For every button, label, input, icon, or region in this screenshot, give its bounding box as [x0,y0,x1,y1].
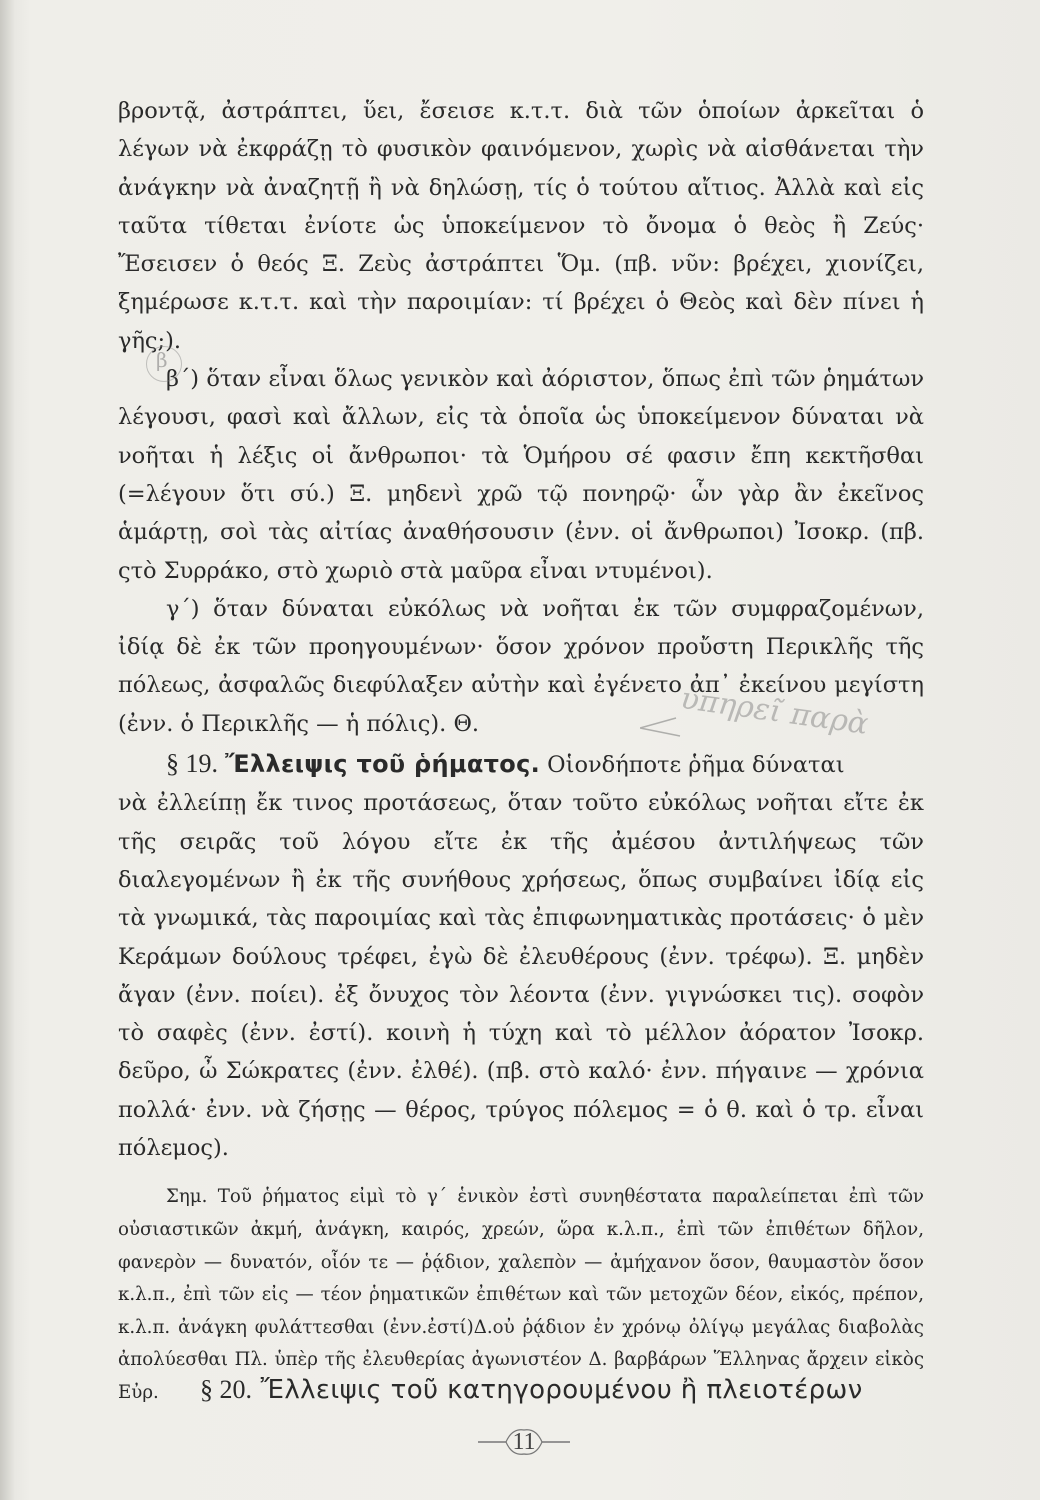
note-label: Σημ. [166,1186,208,1208]
page-edge [0,0,14,1500]
section-19-lead [118,745,924,784]
paragraph-1: βροντᾷ, ἀστράπτει, ὕει, ἔσεισε κ.τ.τ. διὰ τῶν ὁποίων ἀρκεῖται ὁ λέγων νὰ ἐκφράζῃ τὸ φυσικὸν φαινόμενον, χωρὶς νὰ αἰσθάνεται τὴν ἀνάγκην νὰ ἀναζητῇ ἢ νὰ δηλώσῃ, τίς ὁ τούτου αἴτιος. Ἀλλὰ καὶ εἰς ταῦτα τίθεται ἐνίοτε ὡς ὑποκείμενον τὸ ὄνομα ὁ θεὸς ἢ Ζεύς· Ἔσεισεν ὁ θεός Ξ. Ζεὺς ἀστράπτει Ὅμ. (πβ. νῦν: βρέχει, χιονίζει, ξημέρωσε κ.τ.τ. καὶ τὴν παροιμίαν: τί βρέχει ὁ Θεὸς καὶ δὲν πίνει ἡ γῆς;). [118,98,924,354]
paragraph-2: β΄) ὅταν εἶναι ὅλως γενικὸν καὶ ἀόριστον, ὅπως ἐπὶ τῶν ῥημάτων λέγουσι, φασὶ καὶ ἄλλων, εἰς τὰ ὁποῖα ὡς ὑποκείμενον δύναται νὰ νοῆται ἡ λέξις οἱ ἄνθρωποι· τὰ Ὁμήρου σέ φασιν ἔπη κεκτῆσθαι (=λέγουν ὅτι σύ.) Ξ. μηδενὶ χρῶ τῷ πονηρῷ· ὧν γὰρ ἂν ἐκεῖνος ἁμάρτῃ, σοὶ τὰς αἰτίας ἀναθήσουσιν (ἐνν. οἱ ἄνθρωποι) Ἰσοκρ. (πβ. ςτὸ Συρράκο, στὸ χωριὸ στὰ μαῦρα εἶναι ντυμένοι). [118,366,924,584]
section-19-title: Ἔλλειψις τοῦ ῥήματος. [225,750,541,779]
paragraph-4: νὰ ἐλλείπῃ ἔκ τινος προτάσεως, ὅταν τοῦτο εὐκόλως νοῆται εἴτε ἐκ τῆς σειρᾶς τοῦ λόγου εἴτε ἐκ τῆς ἀμέσου ἀντιλήψεως τῶν διαλεγομένων ἢ ἐκ τῆς συνήθους χρήσεως, ὅπως συμβαίνει ἰδίᾳ εἰς τὰ γνωμικά, τὰς παροιμίας καὶ τὰς ἐπιφωνηματικὰς προτάσεις· ὁ μὲν Κεράμων δούλους τρέφει, ἐγὼ δὲ ἐλευθέρους (ἐνν. τρέφω). Ξ. μηδὲν ἄγαν (ἐνν. ποίει). ἐξ ὄνυχος τὸν λέοντα (ἐνν. γιγνώσκει τις). σοφὸν τὸ σαφὲς (ἐνν. ἐστί). κοινὴ ἡ τύχη καὶ τὸ μέλλον ἀόρατον Ἰσοκρ. δεῦρο, ὦ Σώκρατες (ἐνν. ἐλθέ). (πβ. στὸ καλό· ἐνν. πήγαινε — χρόνια πολλά· ἐνν. νὰ ζήσῃς — θέρος, τρύγος πόλεμος = ὁ θ. καὶ ὁ τρ. εἶναι πόλεμος). [118,790,924,1162]
body-text [118,92,924,1409]
page-footer [478,1422,570,1462]
section-20-number: § 20. [200,1375,252,1404]
section-20-heading [200,1372,930,1408]
section-20-title: Ἔλλειψις τοῦ κατηγορουμένου ἢ πλειοτέρων [260,1375,863,1405]
pencil-circle-mark [146,346,182,382]
section-19-number: § 19. [166,749,218,779]
pencil-annotation-text: ὑπηρεῖ παρὰ [678,681,871,742]
note-text: Τοῦ ῥήματος εἰμὶ τὸ γ΄ ἑνικὸν ἐστὶ συνηθέστατα παραλείπεται ἐπὶ τῶν οὐσιαστικῶν ἀκμή, ἀνάγκη, καιρός, χρεών, ὥρα κ.λ.π., ἐπὶ τῶν ἐπιθέτων δῆλον, φανερὸν — δυνατόν, οἷόν τε — ῥᾴδιον, χαλεπὸν — ἀμήχανον ὅσον, θαυμαστὸν ὅσον κ.λ.π., ἐπὶ τῶν εἰς — τέον ῥηματικῶν ἐπιθέτων καὶ τῶν μετοχῶν δέον, εἰκός, πρέπον, κ.λ.π. ἀνάγκη φυλάττεσθαι (ἐνν.ἐστί)Δ.οὐ ῥᾴδιον ἐν χρόνῳ ὀλίγῳ μεγάλας διαβολὰς ἀπολύεσθαι Πλ. ὑπὲρ τῆς ἐλευθερίας ἀγωνιστέον Δ. βαρβάρων Ἕλληνας ἄρχειν εἰκὸς Εὐρ. [118,1186,924,1403]
section-19-lead-text: Οἱονδήποτε ῥῆμα δύναται [547,752,845,779]
pencil-circle-letter: β [156,348,168,372]
paragraph-3: γ΄) ὅταν δύναται εὐκόλως νὰ νοῆται ἐκ τῶν συμφραζομένων, ἰδίᾳ δὲ ἐκ τῶν προηγουμένων· ὅσον χρόνον προὔστη Περικλῆς τῆς πόλεως, ἀσφαλῶς διεφύλαξεν αὐτὴν καὶ ἐγένετο ἀπ᾽ ἐκείνου μεγίστη (ἐνν. ὁ Περικλῆς — ἡ πόλις). Θ. [118,595,924,737]
page-number: 11 [512,1429,536,1455]
